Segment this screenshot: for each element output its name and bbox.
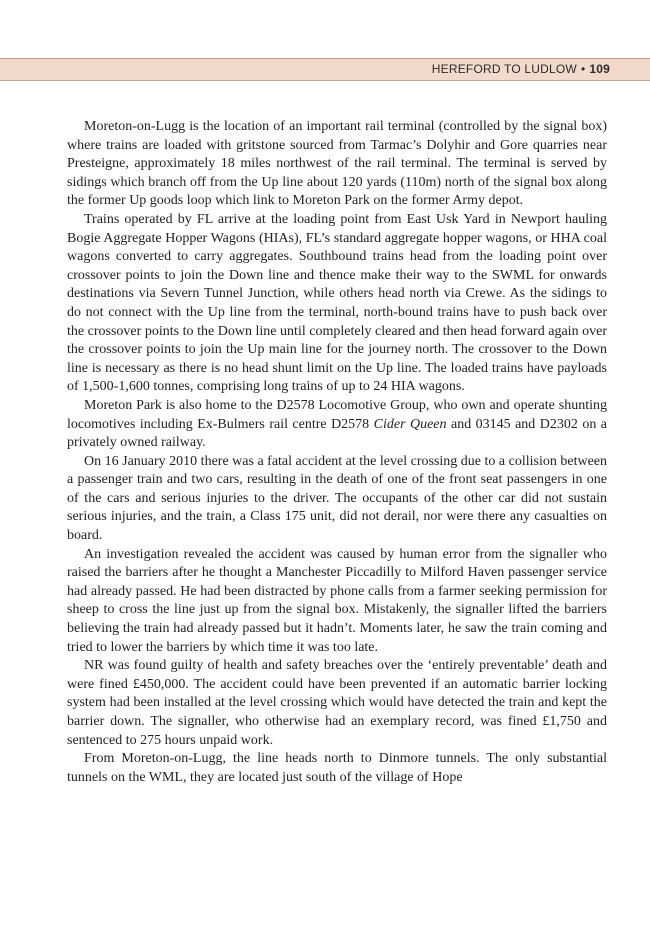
page-number: 109 bbox=[589, 62, 610, 76]
chapter-title: HEREFORD TO LUDLOW bbox=[431, 62, 577, 76]
locomotive-name: Cider Queen bbox=[373, 416, 447, 432]
running-header bbox=[0, 58, 650, 81]
paragraph-3-tail: and 03145 and D2302 on a privately owned railway. bbox=[67, 416, 607, 451]
paragraph-3 bbox=[67, 397, 607, 453]
paragraph-1: Moreton-on-Lugg is the location of an important rail terminal (controlled by the signal box) where trains are loaded with gritstone sourced from Tarmac’s Dolyhir and Gore quarries near Presteigne, approximately 18 miles northwest of the rail terminal. The terminal is served by sidings which branch off from the Up line about 120 yards (110m) north of the signal box along the former Up goods loop which link to Moreton Park on the former Army depot. bbox=[67, 119, 607, 209]
header-separator: • bbox=[580, 62, 586, 76]
paragraph-2: Trains operated by FL arrive at the loading point from East Usk Yard in Newport hauling Bogie Aggregate Hopper Wagons (HIAs), FL’s standard aggregate hopper wagons, or HHA coal wagons converted to carry aggregates. Southbound trains head from the loading point over crossover points to join the Down line and thence make their way to the SWML for onwards destinations via Severn Tunnel Junction, while others head north via Crewe. As the sidings to do not connect with the Up line from the terminal, north-bound trains have to push back over the crossover points to the Down line until completely cleared and then head forward again over the crossover points to join the Up main line for the journey north. The crossover to the Down line is necessary as there is no head shunt limit on the Up line. The loaded trains have payloads of 1,500-1,600 tonnes, comprising long trains of up to 24 HIA wagons. bbox=[67, 211, 607, 395]
body-text bbox=[67, 118, 607, 787]
paragraph-6: NR was found guilty of health and safety breaches over the ‘entirely preventable’ death and were fined £450,000. The accident could have been prevented if an automatic barrier locking system had been installed at the level crossing which would have detected the train and kept the barrier down. The signaller, who otherwise had an exemplary record, was fined £1,750 and sentenced to 275 hours unpaid work. bbox=[67, 658, 607, 748]
running-head bbox=[432, 62, 610, 76]
paragraph-4: On 16 January 2010 there was a fatal accident at the level crossing due to a collision between a passenger train and two cars, resulting in the death of one of the front seat passengers in one of the cars and serious injuries to the driver. The occupants of the other car did not sustain serious injuries, and the train, a Class 175 unit, did not derail, nor were there any casualties on board. bbox=[67, 453, 607, 544]
paragraph-5: An investigation revealed the accident was caused by human error from the signaller who raised the barriers after he thought a Manchester Piccadilly to Milford Haven passenger service had already passed. He had been distracted by phone calls from a farmer seeking permission for sheep to cross the line just up from the signal box. Mistakenly, the signaller lifted the barriers believing the train had already passed but it hadn’t. Moments later, he saw the train coming and tried to lower the barriers by which time it was too late. bbox=[67, 546, 607, 655]
paragraph-7: From Moreton-on-Lugg, the line heads north to Dinmore tunnels. The only substantial tunnels on the WML, they are located just south of the village of Hope bbox=[67, 751, 607, 785]
paragraph-3-lead: Moreton Park is also home to the D2578 Locomotive Group, who own and operate shunting locomotives including Ex-Bulmers rail centre D2578 bbox=[67, 397, 607, 432]
